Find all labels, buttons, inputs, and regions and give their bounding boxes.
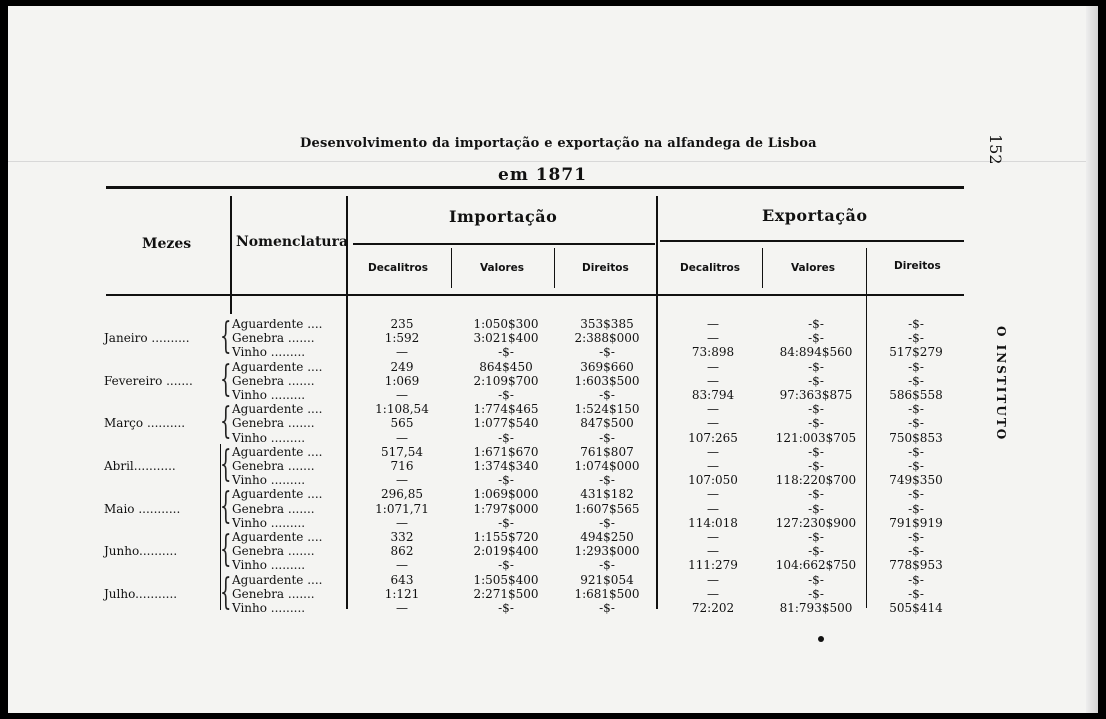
cell-imp-val: 1:050$300 — [473, 317, 539, 331]
cell-exp-dir: -$- — [908, 530, 924, 544]
table-row — [8, 544, 1098, 558]
cell-imp-dec: 517,54 — [381, 444, 423, 459]
cell-exp-val: -$- — [808, 331, 824, 346]
cell-exp-val: -$- — [808, 373, 824, 388]
cell-imp-dec: 1:121 — [384, 586, 420, 601]
cell-imp-val: 1:069$000 — [473, 487, 539, 502]
cell-exp-val: -$- — [808, 402, 824, 417]
cell-exp-dec: — — [707, 444, 719, 459]
table-row — [8, 587, 1098, 601]
table-row — [8, 558, 1098, 572]
cell-exp-dec: 73:898 — [691, 345, 735, 360]
cell-exp-val: -$- — [808, 487, 824, 502]
cell-exp-val: -$- — [808, 501, 824, 516]
item-label: Aguardente .... — [232, 530, 323, 544]
cell-imp-val: 1:077$540 — [473, 416, 539, 431]
cell-exp-dec: 114:018 — [688, 515, 738, 530]
cell-imp-dec: 1:071,71 — [375, 501, 429, 516]
item-label: Aguardente .... — [232, 572, 323, 587]
col-divider-mezes — [230, 196, 232, 314]
month-label: Março .......... — [104, 416, 186, 431]
cell-imp-dir: -$- — [599, 473, 615, 488]
brace-mark: { — [220, 443, 232, 485]
col-divider-imp-1 — [451, 248, 452, 288]
cell-imp-val: -$- — [498, 345, 514, 360]
cell-exp-dir: -$- — [908, 459, 924, 473]
cell-exp-dec: — — [707, 317, 719, 331]
item-label: Aguardente .... — [232, 359, 323, 374]
cell-imp-dec: — — [396, 430, 408, 445]
cell-imp-val: -$- — [498, 601, 514, 615]
item-label: Aguardente .... — [232, 444, 323, 459]
cell-exp-dec: — — [707, 586, 719, 601]
page-fold-line — [8, 161, 1098, 162]
table-row — [8, 374, 1098, 388]
cell-imp-dir: 369$660 — [580, 359, 634, 374]
cell-imp-val: 2:271$500 — [473, 586, 539, 601]
table-row — [8, 502, 1098, 516]
cell-exp-val: 118:220$700 — [775, 473, 857, 488]
page-number: 152 — [986, 134, 1005, 165]
table-row — [8, 459, 1098, 473]
table-row — [8, 516, 1098, 530]
cell-imp-val: 1:505$400 — [473, 572, 539, 587]
cell-imp-val: 1:374$340 — [473, 459, 539, 473]
cell-imp-dir: 353$385 — [580, 317, 634, 331]
cell-exp-val: -$- — [808, 586, 824, 601]
cell-imp-val: 1:671$670 — [473, 444, 539, 459]
cell-imp-dir: 921$054 — [580, 572, 634, 587]
cell-imp-dec: 296,85 — [381, 487, 423, 502]
cell-exp-dec: — — [707, 373, 719, 388]
cell-imp-val: 2:019$400 — [473, 544, 539, 559]
item-label: Vinho ......... — [232, 388, 306, 402]
header-exp-decalitros: Decalitros — [680, 262, 741, 274]
cell-exp-dec: 107:265 — [688, 430, 738, 445]
cell-imp-val: 2:109$700 — [473, 373, 539, 388]
cell-imp-dec: 565 — [390, 416, 414, 431]
cell-imp-val: -$- — [498, 388, 514, 402]
table-row — [8, 431, 1098, 445]
cell-exp-dec: — — [707, 487, 719, 502]
brace-mark: { — [220, 486, 232, 528]
item-label: Vinho ......... — [232, 601, 306, 615]
cell-exp-val: -$- — [808, 317, 824, 331]
table-row — [8, 487, 1098, 501]
cell-imp-dir: 1:293$000 — [574, 544, 640, 559]
table-row — [8, 601, 1098, 615]
cell-exp-dec: — — [707, 572, 719, 587]
cell-imp-dec: 249 — [390, 359, 414, 374]
document-subtitle: em 1871 — [498, 165, 588, 185]
header-exp-direitos: Direitos — [894, 260, 941, 272]
cell-exp-dir: -$- — [908, 487, 924, 502]
cell-imp-dec: 716 — [390, 459, 414, 473]
running-header: O INSTITUTO — [994, 326, 1008, 442]
cell-imp-val: 864$450 — [479, 359, 533, 374]
cell-exp-val: -$- — [808, 572, 824, 587]
cell-imp-val: -$- — [498, 558, 514, 573]
cell-imp-dir: 761$807 — [580, 444, 634, 459]
item-label: Vinho ......... — [232, 430, 306, 445]
table-row — [8, 416, 1098, 430]
cell-imp-dir: 1:607$565 — [574, 501, 640, 516]
ink-spot — [818, 636, 824, 642]
item-label: Genebra ....... — [232, 586, 315, 601]
item-label: Vinho ......... — [232, 515, 306, 530]
item-label: Vinho ......... — [232, 345, 306, 360]
cell-imp-dir: 1:074$000 — [574, 459, 640, 473]
cell-imp-dec: — — [396, 388, 408, 402]
table-row — [8, 331, 1098, 345]
header-mezes: Mezes — [142, 236, 192, 252]
cell-exp-dir: 778$953 — [889, 558, 943, 573]
cell-exp-dir: 749$350 — [889, 473, 943, 488]
header-imp-direitos: Direitos — [582, 262, 629, 274]
table-row — [8, 473, 1098, 487]
brace-mark: { — [220, 316, 232, 357]
item-label: Genebra ....... — [232, 459, 315, 473]
header-bottom-rule — [106, 294, 964, 296]
cell-exp-val: 121:003$705 — [775, 430, 857, 445]
cell-exp-dir: 586$558 — [889, 388, 943, 402]
header-imp-valores: Valores — [480, 262, 524, 274]
item-label: Aguardente .... — [232, 487, 323, 502]
cell-exp-val: 81:793$500 — [779, 601, 853, 615]
cell-exp-dir: 505$414 — [889, 601, 943, 615]
month-label: Julho........... — [104, 586, 178, 601]
cell-exp-dec: 111:279 — [688, 558, 738, 573]
brace-mark: { — [220, 358, 232, 400]
cell-exp-dir: -$- — [908, 331, 924, 346]
cell-imp-dec: — — [396, 558, 408, 573]
cell-imp-dir: 1:524$150 — [574, 402, 640, 417]
cell-imp-dec: — — [396, 473, 408, 488]
cell-imp-val: 1:155$720 — [473, 530, 539, 544]
cell-imp-dir: -$- — [599, 601, 615, 615]
cell-imp-val: 1:774$465 — [473, 402, 539, 417]
cell-exp-dir: -$- — [908, 402, 924, 417]
cell-imp-val: 3:021$400 — [473, 331, 539, 346]
cell-exp-dir: -$- — [908, 586, 924, 601]
cell-exp-dec: — — [707, 501, 719, 516]
cell-imp-dec: — — [396, 345, 408, 360]
cell-exp-dec: — — [707, 402, 719, 417]
document-title: Desenvolvimento da importação e exportação na alfandega de Lisboa — [300, 136, 817, 151]
table-row — [8, 573, 1098, 587]
cell-exp-dir: -$- — [908, 572, 924, 587]
cell-imp-dec: 235 — [390, 317, 414, 331]
table-row — [8, 388, 1098, 402]
cell-exp-val: -$- — [808, 416, 824, 431]
brace-mark: { — [220, 401, 232, 443]
month-label: Fevereiro ....... — [104, 373, 193, 388]
table-row — [8, 402, 1098, 416]
cell-exp-val: 97:363$875 — [779, 388, 853, 402]
month-label: Janeiro .......... — [104, 331, 190, 346]
cell-exp-val: 127:230$900 — [775, 515, 857, 530]
cell-imp-dir: 1:603$500 — [574, 373, 640, 388]
cell-exp-dir: -$- — [908, 544, 924, 559]
cell-imp-dec: 332 — [390, 530, 414, 544]
exportacao-under-rule — [660, 240, 964, 242]
header-exp-valores: Valores — [791, 262, 835, 274]
item-label: Genebra ....... — [232, 501, 315, 516]
col-divider-exp-1 — [762, 248, 763, 288]
cell-exp-dir: -$- — [908, 501, 924, 516]
header-exportacao: Exportação — [762, 206, 868, 225]
header-imp-decalitros: Decalitros — [368, 262, 429, 274]
table-row — [8, 445, 1098, 459]
cell-exp-dec: — — [707, 359, 719, 374]
cell-exp-dec: — — [707, 544, 719, 559]
cell-imp-dir: 494$250 — [580, 530, 634, 544]
cell-imp-dir: 2:388$000 — [574, 331, 640, 346]
cell-imp-dir: 1:681$500 — [574, 586, 640, 601]
cell-exp-dec: 107:050 — [688, 473, 738, 488]
cell-exp-dec: 83:794 — [691, 388, 735, 402]
table-row — [8, 530, 1098, 544]
cell-imp-dir: 431$182 — [580, 487, 634, 502]
brace-mark: { — [220, 571, 232, 613]
cell-exp-dir: -$- — [908, 373, 924, 388]
cell-imp-dec: — — [396, 515, 408, 530]
item-label: Vinho ......... — [232, 558, 306, 573]
month-label: Junho.......... — [104, 544, 178, 559]
cell-imp-dir: -$- — [599, 345, 615, 360]
cell-imp-dec: 1:592 — [384, 331, 420, 346]
table-row — [8, 317, 1098, 331]
cell-exp-dec: — — [707, 416, 719, 431]
table-row — [8, 345, 1098, 359]
cell-exp-dir: -$- — [908, 416, 924, 431]
cell-exp-val: 104:662$750 — [775, 558, 857, 573]
cell-imp-dec: 643 — [390, 572, 414, 587]
item-label: Vinho ......... — [232, 473, 306, 488]
cell-exp-val: -$- — [808, 459, 824, 473]
item-label: Genebra ....... — [232, 544, 315, 559]
cell-imp-dir: -$- — [599, 388, 615, 402]
cell-exp-dec: — — [707, 331, 719, 346]
cell-exp-val: -$- — [808, 359, 824, 374]
cell-imp-val: -$- — [498, 430, 514, 445]
cell-imp-dec: 862 — [390, 544, 414, 559]
cell-exp-dir: -$- — [908, 359, 924, 374]
item-label: Genebra ....... — [232, 416, 315, 431]
cell-imp-val: 1:797$000 — [473, 501, 539, 516]
cell-exp-dir: 791$919 — [889, 515, 943, 530]
header-importacao: Importação — [449, 207, 558, 226]
cell-exp-dec: — — [707, 459, 719, 473]
col-divider-imp-2 — [554, 248, 555, 288]
importacao-under-rule — [353, 243, 655, 245]
item-label: Aguardente .... — [232, 317, 323, 331]
scanned-page — [8, 6, 1098, 713]
cell-imp-dec: 1:069 — [384, 373, 420, 388]
cell-imp-val: -$- — [498, 515, 514, 530]
table-top-rule — [106, 186, 964, 189]
header-nomenclatura: Nomenclatura — [236, 234, 349, 250]
item-label: Genebra ....... — [232, 331, 315, 346]
cell-imp-dir: 847$500 — [580, 416, 634, 431]
cell-imp-dec: — — [396, 601, 408, 615]
month-label: Abril........... — [104, 459, 176, 473]
item-label: Genebra ....... — [232, 373, 315, 388]
cell-imp-dec: 1:108,54 — [375, 402, 429, 417]
cell-exp-dir: 517$279 — [889, 345, 943, 360]
cell-exp-val: 84:894$560 — [779, 345, 853, 360]
month-label: Maio ........... — [104, 501, 181, 516]
cell-imp-dir: -$- — [599, 558, 615, 573]
cell-imp-dir: -$- — [599, 515, 615, 530]
cell-exp-dec: 72:202 — [691, 601, 735, 615]
cell-imp-val: -$- — [498, 473, 514, 488]
cell-exp-dir: -$- — [908, 444, 924, 459]
cell-exp-val: -$- — [808, 530, 824, 544]
cell-exp-dec: — — [707, 530, 719, 544]
cell-exp-val: -$- — [808, 444, 824, 459]
item-label: Aguardente .... — [232, 402, 323, 417]
cell-exp-val: -$- — [808, 544, 824, 559]
cell-exp-dir: -$- — [908, 317, 924, 331]
cell-imp-dir: -$- — [599, 430, 615, 445]
cell-exp-dir: 750$853 — [889, 430, 943, 445]
brace-mark: { — [220, 529, 232, 570]
table-row — [8, 360, 1098, 374]
